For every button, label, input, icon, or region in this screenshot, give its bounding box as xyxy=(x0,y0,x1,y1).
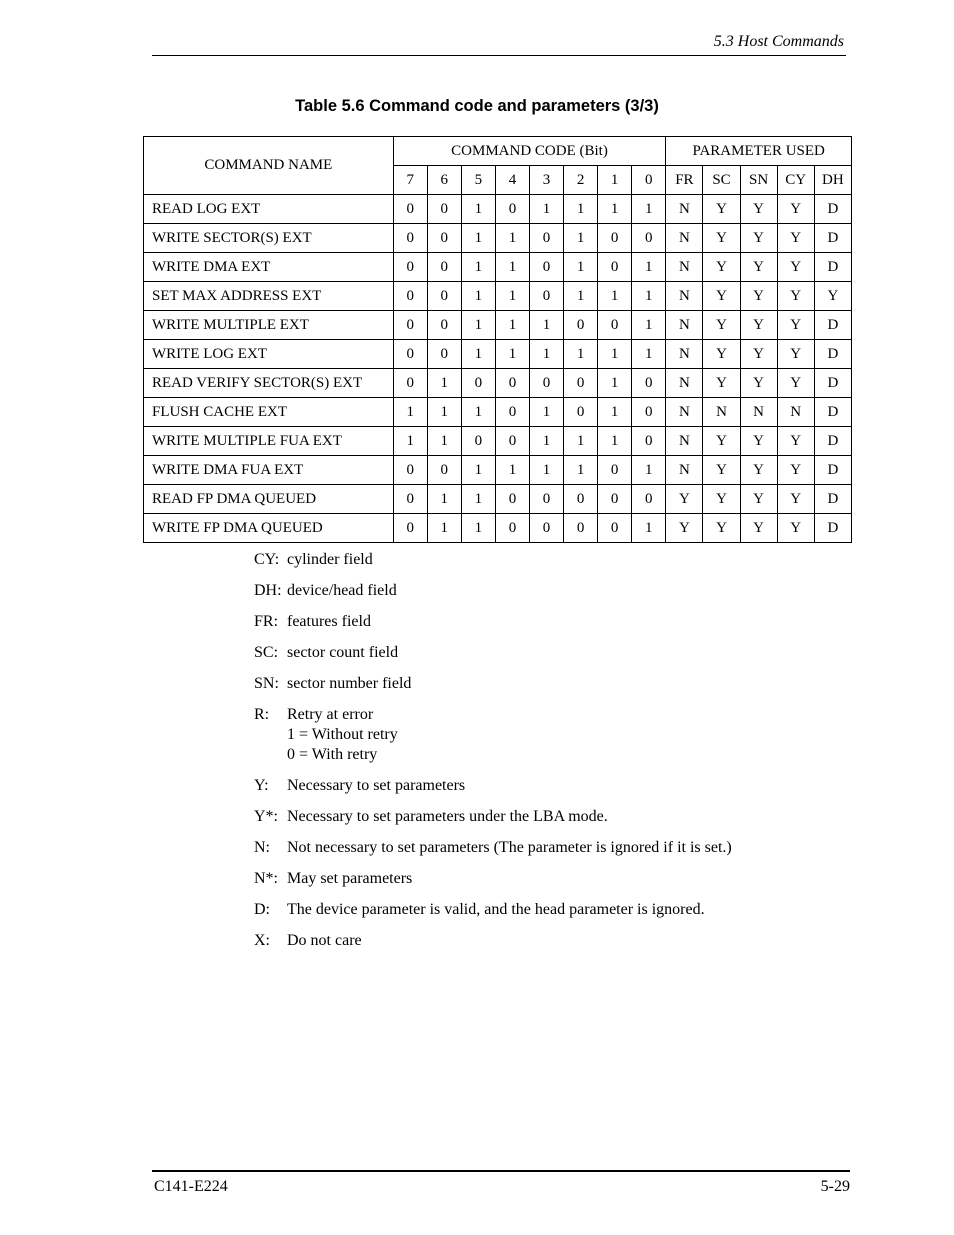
page-footer xyxy=(152,1170,850,1195)
bit-cell: 1 xyxy=(632,340,666,369)
bit-cell: 0 xyxy=(393,311,427,340)
legend-description: sector number field xyxy=(287,675,412,692)
table-row xyxy=(144,282,852,311)
command-name-cell: READ LOG EXT xyxy=(144,195,394,224)
param-cell: Y xyxy=(703,195,740,224)
param-cell: Y xyxy=(814,282,851,311)
legend-description: Do not care xyxy=(287,932,362,949)
bit-cell: 1 xyxy=(427,398,461,427)
legend-item xyxy=(254,581,774,601)
bit-cell: 1 xyxy=(427,514,461,543)
param-cell: D xyxy=(814,514,851,543)
header-bit: 1 xyxy=(598,166,632,195)
bit-cell: 1 xyxy=(632,253,666,282)
param-cell: Y xyxy=(777,427,814,456)
bit-cell: 1 xyxy=(632,282,666,311)
section-title: 5.3 Host Commands xyxy=(713,33,844,50)
legend-description: Necessary to set parameters xyxy=(287,777,466,794)
legend-item xyxy=(254,838,774,858)
bit-cell: 0 xyxy=(393,253,427,282)
bit-cell: 0 xyxy=(427,224,461,253)
bit-cell: 0 xyxy=(598,514,632,543)
bit-cell: 0 xyxy=(564,514,598,543)
bit-cell: 0 xyxy=(495,369,529,398)
param-cell: Y xyxy=(777,369,814,398)
param-cell: Y xyxy=(740,253,777,282)
param-cell: Y xyxy=(777,224,814,253)
header-param: CY xyxy=(777,166,814,195)
bit-cell: 1 xyxy=(393,398,427,427)
legend-description: Not necessary to set parameters (The parameter is ignored if it is set.) xyxy=(287,839,732,856)
bit-cell: 1 xyxy=(461,514,495,543)
bit-cell: 0 xyxy=(632,224,666,253)
bit-cell: 0 xyxy=(427,195,461,224)
param-cell: N xyxy=(703,398,740,427)
legend-description: features field xyxy=(287,613,371,630)
legend-description: Retry at error xyxy=(287,706,374,723)
bit-cell: 1 xyxy=(495,340,529,369)
running-header xyxy=(152,31,846,56)
legend-description: sector count field xyxy=(287,644,399,661)
table-row xyxy=(144,369,852,398)
param-cell: Y xyxy=(740,224,777,253)
param-cell: N xyxy=(666,398,703,427)
param-cell: N xyxy=(740,398,777,427)
legend-desc-block xyxy=(287,838,774,858)
param-cell: Y xyxy=(740,456,777,485)
bit-cell: 1 xyxy=(393,427,427,456)
legend-item xyxy=(254,900,774,920)
bit-cell: 0 xyxy=(564,311,598,340)
header-param: SN xyxy=(740,166,777,195)
header-bit: 0 xyxy=(632,166,666,195)
param-cell: Y xyxy=(740,340,777,369)
legend-desc-block xyxy=(287,612,774,632)
header-bit: 6 xyxy=(427,166,461,195)
bit-cell: 0 xyxy=(495,195,529,224)
bit-cell: 0 xyxy=(564,369,598,398)
legend-key: R: xyxy=(254,706,270,723)
command-table xyxy=(143,136,852,543)
bit-cell: 1 xyxy=(598,369,632,398)
bit-cell: 0 xyxy=(393,340,427,369)
legend-key: D: xyxy=(254,901,270,918)
legend-key: FR: xyxy=(254,613,279,630)
param-cell: Y xyxy=(703,311,740,340)
bit-cell: 1 xyxy=(495,253,529,282)
bit-cell: 1 xyxy=(529,398,563,427)
param-cell: Y xyxy=(777,485,814,514)
bit-cell: 1 xyxy=(529,311,563,340)
bit-cell: 1 xyxy=(427,485,461,514)
header-bit: 4 xyxy=(495,166,529,195)
legend-key: CY: xyxy=(254,551,280,568)
bit-cell: 1 xyxy=(598,398,632,427)
param-cell: Y xyxy=(703,224,740,253)
legend-desc-block xyxy=(287,550,774,570)
bit-cell: 0 xyxy=(427,282,461,311)
command-name-cell: WRITE MULTIPLE FUA EXT xyxy=(144,427,394,456)
legend-desc-block xyxy=(287,643,774,663)
param-cell: N xyxy=(666,311,703,340)
header-bit: 7 xyxy=(393,166,427,195)
command-name-cell: SET MAX ADDRESS EXT xyxy=(144,282,394,311)
bit-cell: 0 xyxy=(529,253,563,282)
param-cell: N xyxy=(666,340,703,369)
bit-cell: 1 xyxy=(529,195,563,224)
param-cell: D xyxy=(814,311,851,340)
legend-key: N: xyxy=(254,839,270,856)
legend-desc-block xyxy=(287,807,774,827)
bit-cell: 1 xyxy=(598,340,632,369)
legend-desc-block xyxy=(287,900,774,920)
param-cell: D xyxy=(814,195,851,224)
param-cell: D xyxy=(814,485,851,514)
bit-cell: 1 xyxy=(461,340,495,369)
bit-cell: 1 xyxy=(598,427,632,456)
bit-cell: 1 xyxy=(598,282,632,311)
param-cell: Y xyxy=(777,514,814,543)
bit-cell: 1 xyxy=(495,311,529,340)
legend-desc-block xyxy=(287,581,774,601)
header-bit: 2 xyxy=(564,166,598,195)
bit-cell: 1 xyxy=(564,427,598,456)
param-cell: Y xyxy=(740,369,777,398)
param-cell: Y xyxy=(777,456,814,485)
param-cell: Y xyxy=(740,195,777,224)
legend-sub-item: 0 = With retry xyxy=(287,746,378,763)
param-cell: N xyxy=(666,456,703,485)
table-row xyxy=(144,514,852,543)
header-bit: 5 xyxy=(461,166,495,195)
table-row xyxy=(144,195,852,224)
param-cell: Y xyxy=(703,427,740,456)
param-cell: D xyxy=(814,427,851,456)
document-id: C141-E224 xyxy=(154,1178,228,1195)
table-row xyxy=(144,427,852,456)
bit-cell: 0 xyxy=(393,282,427,311)
param-cell: Y xyxy=(703,340,740,369)
bit-cell: 1 xyxy=(461,282,495,311)
table-row xyxy=(144,340,852,369)
bit-cell: 1 xyxy=(495,282,529,311)
legend-item xyxy=(254,674,774,694)
param-cell: D xyxy=(814,340,851,369)
command-name-cell: WRITE DMA EXT xyxy=(144,253,394,282)
legend-sub-item: 1 = Without retry xyxy=(287,726,398,743)
legend-description: cylinder field xyxy=(287,551,373,568)
param-cell: Y xyxy=(740,311,777,340)
bit-cell: 1 xyxy=(529,427,563,456)
bit-cell: 0 xyxy=(529,224,563,253)
bit-cell: 1 xyxy=(427,427,461,456)
bit-cell: 0 xyxy=(495,427,529,456)
legend-item xyxy=(254,643,774,663)
bit-cell: 0 xyxy=(393,456,427,485)
param-cell: N xyxy=(666,282,703,311)
bit-cell: 0 xyxy=(529,485,563,514)
param-cell: N xyxy=(666,195,703,224)
bit-cell: 1 xyxy=(529,340,563,369)
bit-cell: 1 xyxy=(564,456,598,485)
legend-key: SN: xyxy=(254,675,279,692)
param-cell: D xyxy=(814,224,851,253)
table-title: Table 5.6 Command code and parameters (3/3) xyxy=(295,97,659,115)
param-cell: Y xyxy=(740,514,777,543)
param-cell: Y xyxy=(777,253,814,282)
bit-cell: 0 xyxy=(495,514,529,543)
bit-cell: 0 xyxy=(461,427,495,456)
param-cell: Y xyxy=(740,485,777,514)
legend-key: Y*: xyxy=(254,808,278,825)
command-name-cell: WRITE FP DMA QUEUED xyxy=(144,514,394,543)
table-row xyxy=(144,224,852,253)
param-cell: N xyxy=(666,427,703,456)
command-name-cell: READ FP DMA QUEUED xyxy=(144,485,394,514)
legend-description: The device parameter is valid, and the head parameter is ignored. xyxy=(287,901,705,918)
bit-cell: 0 xyxy=(393,195,427,224)
table-row xyxy=(144,456,852,485)
header-param: DH xyxy=(814,166,851,195)
bit-cell: 0 xyxy=(564,485,598,514)
command-name-cell: FLUSH CACHE EXT xyxy=(144,398,394,427)
param-cell: Y xyxy=(666,514,703,543)
bit-cell: 0 xyxy=(632,398,666,427)
bit-cell: 0 xyxy=(495,485,529,514)
bit-cell: 1 xyxy=(564,224,598,253)
legend-item xyxy=(254,776,774,796)
bit-cell: 0 xyxy=(632,427,666,456)
param-cell: Y xyxy=(666,485,703,514)
legend-description: May set parameters xyxy=(287,870,413,887)
bit-cell: 0 xyxy=(393,485,427,514)
header-command-code: COMMAND CODE (Bit) xyxy=(393,137,666,166)
legend-key: SC: xyxy=(254,644,279,661)
bit-cell: 0 xyxy=(632,369,666,398)
bit-cell: 0 xyxy=(393,224,427,253)
bit-cell: 1 xyxy=(427,369,461,398)
bit-cell: 0 xyxy=(427,253,461,282)
param-cell: Y xyxy=(777,282,814,311)
bit-cell: 0 xyxy=(529,514,563,543)
header-bit: 3 xyxy=(529,166,563,195)
param-cell: Y xyxy=(703,456,740,485)
bit-cell: 0 xyxy=(461,369,495,398)
bit-cell: 0 xyxy=(427,456,461,485)
bit-cell: 0 xyxy=(427,340,461,369)
legend-item xyxy=(254,612,774,632)
param-cell: N xyxy=(666,369,703,398)
param-cell: Y xyxy=(703,282,740,311)
page-number: 5-29 xyxy=(820,1178,850,1195)
legend-desc-block xyxy=(287,931,774,951)
bit-cell: 1 xyxy=(461,485,495,514)
legend-item xyxy=(254,931,774,951)
bit-cell: 1 xyxy=(564,195,598,224)
bit-cell: 1 xyxy=(529,456,563,485)
legend-description: device/head field xyxy=(287,582,397,599)
legend-key: X: xyxy=(254,932,270,949)
bit-cell: 1 xyxy=(461,398,495,427)
bit-cell: 0 xyxy=(495,398,529,427)
bit-cell: 1 xyxy=(461,224,495,253)
command-table-body xyxy=(144,195,852,543)
bit-cell: 1 xyxy=(564,340,598,369)
bit-cell: 1 xyxy=(632,514,666,543)
bit-cell: 0 xyxy=(529,282,563,311)
bit-cell: 0 xyxy=(427,311,461,340)
bit-cell: 1 xyxy=(632,195,666,224)
param-cell: D xyxy=(814,398,851,427)
abbreviation-legend xyxy=(254,550,774,962)
legend-key: DH: xyxy=(254,582,282,599)
table-row xyxy=(144,485,852,514)
param-cell: Y xyxy=(777,195,814,224)
legend-key: Y: xyxy=(254,777,269,794)
param-cell: Y xyxy=(703,253,740,282)
command-name-cell: WRITE MULTIPLE EXT xyxy=(144,311,394,340)
param-cell: Y xyxy=(703,514,740,543)
param-cell: D xyxy=(814,456,851,485)
bit-cell: 1 xyxy=(632,456,666,485)
legend-item xyxy=(254,807,774,827)
bit-cell: 0 xyxy=(598,456,632,485)
legend-desc-block xyxy=(287,705,774,765)
legend-desc-block xyxy=(287,674,774,694)
bit-cell: 1 xyxy=(564,282,598,311)
bit-cell: 0 xyxy=(598,311,632,340)
param-cell: Y xyxy=(740,282,777,311)
bit-cell: 0 xyxy=(598,224,632,253)
bit-cell: 1 xyxy=(461,311,495,340)
table-row xyxy=(144,253,852,282)
header-param: SC xyxy=(703,166,740,195)
param-cell: Y xyxy=(777,311,814,340)
command-name-cell: READ VERIFY SECTOR(S) EXT xyxy=(144,369,394,398)
legend-item xyxy=(254,869,774,889)
bit-cell: 1 xyxy=(461,195,495,224)
legend-item xyxy=(254,550,774,570)
bit-cell: 0 xyxy=(598,253,632,282)
param-cell: N xyxy=(666,253,703,282)
param-cell: N xyxy=(777,398,814,427)
table-row xyxy=(144,398,852,427)
bit-cell: 1 xyxy=(598,195,632,224)
bit-cell: 1 xyxy=(632,311,666,340)
command-name-cell: WRITE LOG EXT xyxy=(144,340,394,369)
param-cell: N xyxy=(666,224,703,253)
bit-cell: 0 xyxy=(564,398,598,427)
bit-cell: 1 xyxy=(461,456,495,485)
param-cell: D xyxy=(814,253,851,282)
param-cell: Y xyxy=(777,340,814,369)
legend-description: Necessary to set parameters under the LBA mode. xyxy=(287,808,608,825)
legend-item xyxy=(254,705,774,765)
bit-cell: 1 xyxy=(495,456,529,485)
header-parameter-used: PARAMETER USED xyxy=(666,137,852,166)
bit-cell: 0 xyxy=(529,369,563,398)
bit-cell: 0 xyxy=(393,514,427,543)
bit-cell: 1 xyxy=(461,253,495,282)
bit-cell: 0 xyxy=(632,485,666,514)
command-name-cell: WRITE DMA FUA EXT xyxy=(144,456,394,485)
bit-cell: 0 xyxy=(393,369,427,398)
legend-desc-block xyxy=(287,776,774,796)
bit-cell: 1 xyxy=(564,253,598,282)
command-name-cell: WRITE SECTOR(S) EXT xyxy=(144,224,394,253)
header-command-name: COMMAND NAME xyxy=(144,137,394,195)
param-cell: Y xyxy=(703,369,740,398)
legend-key: N*: xyxy=(254,870,278,887)
param-cell: D xyxy=(814,369,851,398)
bit-cell: 0 xyxy=(598,485,632,514)
param-cell: Y xyxy=(703,485,740,514)
header-param: FR xyxy=(666,166,703,195)
table-row xyxy=(144,311,852,340)
bit-cell: 1 xyxy=(495,224,529,253)
legend-desc-block xyxy=(287,869,774,889)
param-cell: Y xyxy=(740,427,777,456)
